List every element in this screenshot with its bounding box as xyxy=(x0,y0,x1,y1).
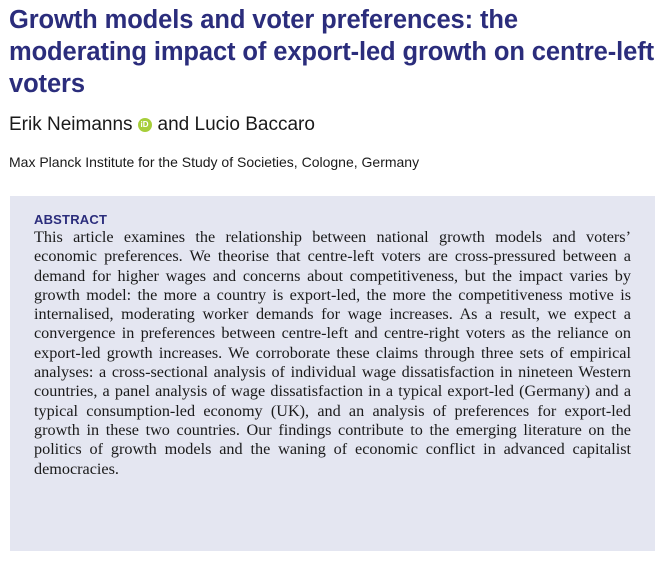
abstract-box xyxy=(10,196,655,551)
article-title: Growth models and voter preferences: the moderating impact of export-led growth on centre-left voters xyxy=(9,6,654,98)
affiliation: Max Planck Institute for the Study of Societies, Cologne, Germany xyxy=(9,154,420,170)
author-line xyxy=(9,113,315,137)
author-name: Lucio Baccaro xyxy=(194,114,315,135)
abstract-heading: ABSTRACT xyxy=(34,212,108,227)
orcid-icon[interactable]: iD xyxy=(138,118,152,132)
abstract-text: This article examines the relationship between national growth models and voters’ economic preferences. We theorise that centre-left voters are cross-pressured between a demand for higher wages and concerns about competitiveness, but the impact varies by growth model: the more a country is export-led, the more the competitiveness motive is internalised, moderating worker demands for wage increases. As a result, we expect a convergence in preferences between centre-left and centre-right voters as the reliance on export-led growth increases. We corroborate these claims through three sets of empirical analyses: a cross-sectional analysis of individual wage dissatisfaction in nineteen Western countries, a panel analysis of wage dissatisfaction in a typical export-led (Germany) and a typical consumption-led economy (UK), and an analysis of preferences for export-led growth in these two countries. Our findings contribute to the emerging literature on the politics of growth models and the waning of economic conflict in advanced capitalist democracies. xyxy=(34,228,631,478)
author-connector: and xyxy=(157,114,190,135)
author-name: Erik Neimanns xyxy=(9,114,133,135)
